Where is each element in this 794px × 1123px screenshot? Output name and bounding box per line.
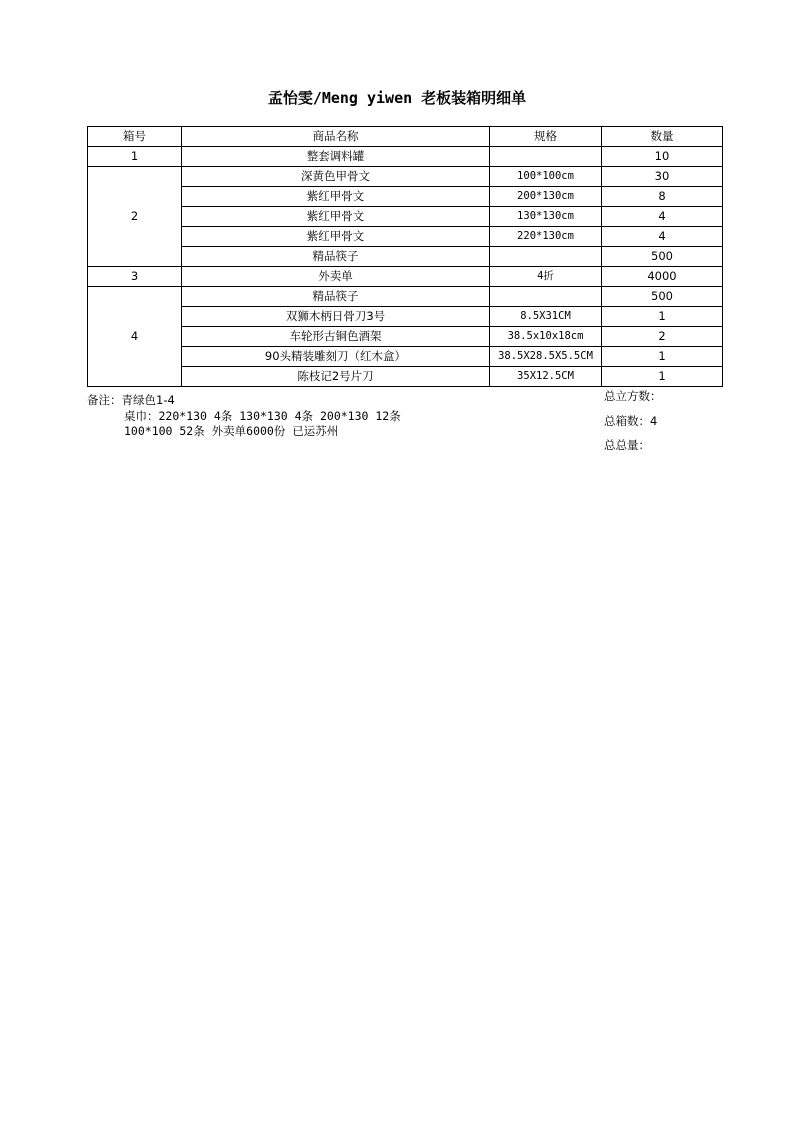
box-number-cell: 1 <box>88 147 182 167</box>
item-name-cell: 90头精装雕刻刀（红木盒） <box>182 347 490 367</box>
remarks-line-3: 100*100 52条 外卖单6000份 已运苏州 <box>124 424 339 438</box>
table-row <box>88 147 723 167</box>
table-row <box>88 267 723 287</box>
table-header-row <box>88 127 723 147</box>
item-spec-cell <box>490 287 602 307</box>
table-row <box>88 227 723 247</box>
box-number-cell: 2 <box>88 167 182 267</box>
table-row <box>88 187 723 207</box>
item-name-cell: 紫红甲骨文 <box>182 227 490 247</box>
packing-list-table <box>87 126 723 387</box>
box-number-cell: 4 <box>88 287 182 387</box>
item-spec-cell: 35X12.5CM <box>490 367 602 387</box>
header-spec: 规格 <box>490 127 602 147</box>
item-spec-cell: 38.5x10x18cm <box>490 327 602 347</box>
item-name-cell: 精品筷子 <box>182 247 490 267</box>
item-qty-cell: 1 <box>602 367 723 387</box>
item-name-cell: 精品筷子 <box>182 287 490 307</box>
remarks-line-2: 桌巾：220*130 4条 130*130 4条 200*130 12条 <box>124 409 401 423</box>
item-spec-cell: 100*100cm <box>490 167 602 187</box>
table-row <box>88 247 723 267</box>
total-weight-label: 总总量： <box>604 438 650 452</box>
total-volume-label: 总立方数： <box>604 389 662 403</box>
item-name-cell: 双狮木柄日骨刀3号 <box>182 307 490 327</box>
page-title: 孟怡雯/Meng yiwen 老板装箱明细单 <box>267 89 527 107</box>
item-name-cell: 深黄色甲骨文 <box>182 167 490 187</box>
item-spec-cell: 130*130cm <box>490 207 602 227</box>
item-spec-cell: 8.5X31CM <box>490 307 602 327</box>
table-row <box>88 347 723 367</box>
item-qty-cell: 500 <box>602 287 723 307</box>
total-boxes-label: 总箱数：4 <box>604 414 658 428</box>
item-qty-cell: 8 <box>602 187 723 207</box>
item-qty-cell: 1 <box>602 347 723 367</box>
box-number-cell: 3 <box>88 267 182 287</box>
item-qty-cell: 30 <box>602 167 723 187</box>
table-row <box>88 167 723 187</box>
header-name: 商品名称 <box>182 127 490 147</box>
item-qty-cell: 4 <box>602 227 723 247</box>
item-spec-cell: 4折 <box>490 267 602 287</box>
item-qty-cell: 4 <box>602 207 723 227</box>
table-row <box>88 327 723 347</box>
item-qty-cell: 500 <box>602 247 723 267</box>
item-qty-cell: 4000 <box>602 267 723 287</box>
header-qty: 数量 <box>602 127 723 147</box>
table-row <box>88 207 723 227</box>
table-row <box>88 367 723 387</box>
item-spec-cell: 220*130cm <box>490 227 602 247</box>
item-spec-cell <box>490 147 602 167</box>
item-qty-cell: 10 <box>602 147 723 167</box>
item-name-cell: 外卖单 <box>182 267 490 287</box>
item-name-cell: 整套调料罐 <box>182 147 490 167</box>
header-box-no: 箱号 <box>88 127 182 147</box>
item-qty-cell: 1 <box>602 307 723 327</box>
item-name-cell: 紫红甲骨文 <box>182 207 490 227</box>
item-spec-cell: 200*130cm <box>490 187 602 207</box>
item-spec-cell: 38.5X28.5X5.5CM <box>490 347 602 367</box>
table-row <box>88 287 723 307</box>
remarks-line-1: 备注：青绿色1-4 <box>87 393 175 407</box>
item-name-cell: 陈枝记2号片刀 <box>182 367 490 387</box>
item-name-cell: 紫红甲骨文 <box>182 187 490 207</box>
table-row <box>88 307 723 327</box>
item-spec-cell <box>490 247 602 267</box>
item-qty-cell: 2 <box>602 327 723 347</box>
item-name-cell: 车轮形古铜色酒架 <box>182 327 490 347</box>
